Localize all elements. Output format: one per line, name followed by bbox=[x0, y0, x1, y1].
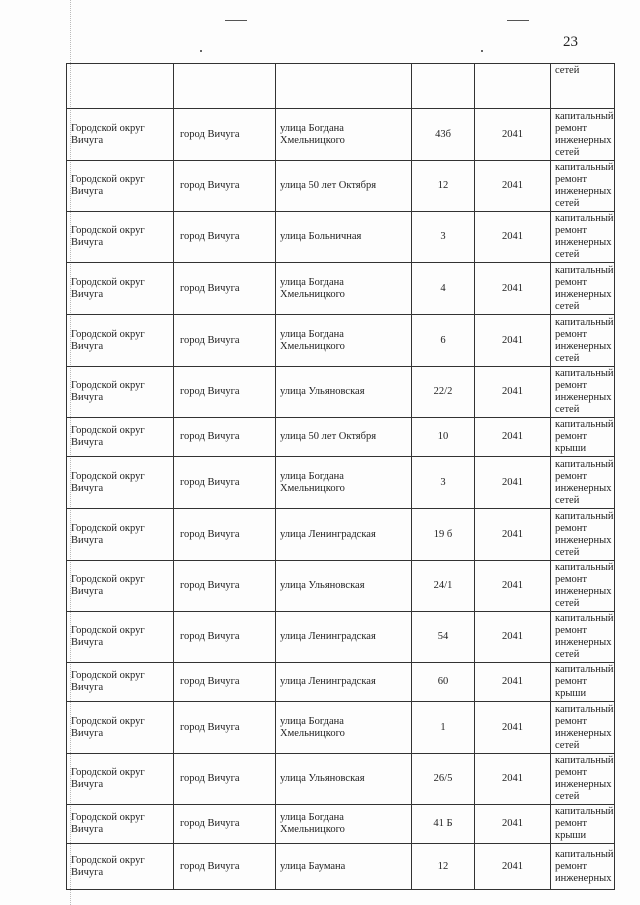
table-row bbox=[67, 754, 615, 805]
street-cell: улица Ленинградская bbox=[276, 509, 412, 561]
work-type-cell: капитальный ремонт инженерных сетей bbox=[551, 702, 615, 754]
house-cell: 4 bbox=[412, 263, 475, 315]
house-cell: 22/2 bbox=[412, 367, 475, 418]
house-cell: 43б bbox=[412, 109, 475, 161]
street-cell: улица Богдана Хмельницкого bbox=[276, 805, 412, 844]
work-type-cell: капитальный ремонт крыши bbox=[551, 663, 615, 702]
work-type-cell: капитальный ремонт инженерных сетей bbox=[551, 161, 615, 212]
table-row bbox=[67, 844, 615, 890]
street-cell: улица Богдана Хмельницкого bbox=[276, 263, 412, 315]
house-cell bbox=[412, 64, 475, 109]
municipality-cell: Городской округ Вичуга bbox=[67, 844, 174, 890]
street-cell: улица Ленинградская bbox=[276, 612, 412, 663]
year-cell: 2041 bbox=[475, 367, 551, 418]
settlement-cell: город Вичуга bbox=[174, 263, 276, 315]
table-row bbox=[67, 561, 615, 612]
year-cell: 2041 bbox=[475, 509, 551, 561]
work-type-cell: капитальный ремонт инженерных сетей bbox=[551, 754, 615, 805]
municipality-cell: Городской округ Вичуга bbox=[67, 663, 174, 702]
year-cell: 2041 bbox=[475, 315, 551, 367]
settlement-cell: город Вичуга bbox=[174, 418, 276, 457]
year-cell: 2041 bbox=[475, 561, 551, 612]
scan-mark bbox=[200, 50, 202, 52]
work-type-cell: капитальный ремонт инженерных сетей bbox=[551, 612, 615, 663]
settlement-cell: город Вичуга bbox=[174, 754, 276, 805]
settlement-cell: город Вичуга bbox=[174, 663, 276, 702]
work-type-cell: капитальный ремонт инженерных сетей bbox=[551, 561, 615, 612]
street-cell: улица Богдана Хмельницкого bbox=[276, 457, 412, 509]
street-cell: улица Богдана Хмельницкого bbox=[276, 315, 412, 367]
house-cell: 26/5 bbox=[412, 754, 475, 805]
table-row bbox=[67, 457, 615, 509]
scan-mark bbox=[225, 20, 247, 21]
municipality-cell: Городской округ Вичуга bbox=[67, 754, 174, 805]
table-row bbox=[67, 161, 615, 212]
settlement-cell: город Вичуга bbox=[174, 315, 276, 367]
house-cell: 54 bbox=[412, 612, 475, 663]
work-type-cell: капитальный ремонт крыши bbox=[551, 805, 615, 844]
street-cell: улица Богдана Хмельницкого bbox=[276, 109, 412, 161]
street-cell: улица 50 лет Октября bbox=[276, 161, 412, 212]
municipality-cell: Городской округ Вичуга bbox=[67, 509, 174, 561]
work-type-cell: капитальный ремонт инженерных сетей bbox=[551, 509, 615, 561]
house-cell: 60 bbox=[412, 663, 475, 702]
work-type-cell: капитальный ремонт инженерных сетей bbox=[551, 315, 615, 367]
year-cell: 2041 bbox=[475, 212, 551, 263]
house-cell: 12 bbox=[412, 844, 475, 890]
settlement-cell: город Вичуга bbox=[174, 109, 276, 161]
table-row bbox=[67, 367, 615, 418]
settlement-cell: город Вичуга bbox=[174, 561, 276, 612]
settlement-cell: город Вичуга bbox=[174, 367, 276, 418]
municipality-cell: Городской округ Вичуга bbox=[67, 612, 174, 663]
table-row bbox=[67, 418, 615, 457]
settlement-cell: город Вичуга bbox=[174, 844, 276, 890]
settlement-cell: город Вичуга bbox=[174, 161, 276, 212]
year-cell: 2041 bbox=[475, 418, 551, 457]
work-type-cell: капитальный ремонт инженерных сетей bbox=[551, 109, 615, 161]
street-cell: улица Ульяновская bbox=[276, 561, 412, 612]
house-cell: 12 bbox=[412, 161, 475, 212]
page-number: 23 bbox=[563, 34, 578, 50]
year-cell: 2041 bbox=[475, 612, 551, 663]
settlement-cell: город Вичуга bbox=[174, 805, 276, 844]
table-row bbox=[67, 702, 615, 754]
year-cell: 2041 bbox=[475, 109, 551, 161]
table-row bbox=[67, 109, 615, 161]
house-cell: 41 Б bbox=[412, 805, 475, 844]
table-row bbox=[67, 315, 615, 367]
house-cell: 6 bbox=[412, 315, 475, 367]
municipality-cell: Городской округ Вичуга bbox=[67, 212, 174, 263]
year-cell: 2041 bbox=[475, 844, 551, 890]
municipality-cell bbox=[67, 64, 174, 109]
municipality-cell: Городской округ Вичуга bbox=[67, 805, 174, 844]
work-type-cell: сетей bbox=[551, 64, 615, 109]
continuation-row bbox=[67, 64, 615, 109]
street-cell: улица Ульяновская bbox=[276, 754, 412, 805]
street-cell: улица Больничная bbox=[276, 212, 412, 263]
work-type-cell: капитальный ремонт инженерных сетей bbox=[551, 457, 615, 509]
work-type-cell: капитальный ремонт крыши bbox=[551, 418, 615, 457]
municipality-cell: Городской округ Вичуга bbox=[67, 161, 174, 212]
year-cell: 2041 bbox=[475, 457, 551, 509]
table-row bbox=[67, 263, 615, 315]
year-cell: 2041 bbox=[475, 161, 551, 212]
municipality-cell: Городской округ Вичуга bbox=[67, 315, 174, 367]
settlement-cell bbox=[174, 64, 276, 109]
street-cell bbox=[276, 64, 412, 109]
settlement-cell: город Вичуга bbox=[174, 612, 276, 663]
year-cell: 2041 bbox=[475, 754, 551, 805]
street-cell: улица Баумана bbox=[276, 844, 412, 890]
municipality-cell: Городской округ Вичуга bbox=[67, 367, 174, 418]
municipality-cell: Городской округ Вичуга bbox=[67, 702, 174, 754]
municipality-cell: Городской округ Вичуга bbox=[67, 418, 174, 457]
house-cell: 19 б bbox=[412, 509, 475, 561]
house-cell: 10 bbox=[412, 418, 475, 457]
year-cell: 2041 bbox=[475, 263, 551, 315]
street-cell: улица Богдана Хмельницкого bbox=[276, 702, 412, 754]
work-type-cell: капитальный ремонт инженерных сетей bbox=[551, 263, 615, 315]
municipality-cell: Городской округ Вичуга bbox=[67, 457, 174, 509]
house-cell: 3 bbox=[412, 212, 475, 263]
house-cell: 1 bbox=[412, 702, 475, 754]
street-cell: улица Ульяновская bbox=[276, 367, 412, 418]
settlement-cell: город Вичуга bbox=[174, 702, 276, 754]
table-row bbox=[67, 805, 615, 844]
settlement-cell: город Вичуга bbox=[174, 457, 276, 509]
table-row bbox=[67, 212, 615, 263]
municipality-cell: Городской округ Вичуга bbox=[67, 561, 174, 612]
year-cell: 2041 bbox=[475, 702, 551, 754]
house-cell: 3 bbox=[412, 457, 475, 509]
work-type-cell: капитальный ремонт инженерных bbox=[551, 844, 615, 890]
year-cell: 2041 bbox=[475, 805, 551, 844]
settlement-cell: город Вичуга bbox=[174, 509, 276, 561]
table-row bbox=[67, 663, 615, 702]
house-cell: 24/1 bbox=[412, 561, 475, 612]
table-row bbox=[67, 612, 615, 663]
municipality-cell: Городской округ Вичуга bbox=[67, 109, 174, 161]
settlement-cell: город Вичуга bbox=[174, 212, 276, 263]
year-cell bbox=[475, 64, 551, 109]
repair-schedule-table bbox=[66, 63, 615, 890]
street-cell: улица Ленинградская bbox=[276, 663, 412, 702]
table-row bbox=[67, 509, 615, 561]
work-type-cell: капитальный ремонт инженерных сетей bbox=[551, 212, 615, 263]
scan-mark bbox=[481, 50, 483, 52]
street-cell: улица 50 лет Октября bbox=[276, 418, 412, 457]
scan-mark bbox=[507, 20, 529, 21]
work-type-cell: капитальный ремонт инженерных сетей bbox=[551, 367, 615, 418]
municipality-cell: Городской округ Вичуга bbox=[67, 263, 174, 315]
year-cell: 2041 bbox=[475, 663, 551, 702]
